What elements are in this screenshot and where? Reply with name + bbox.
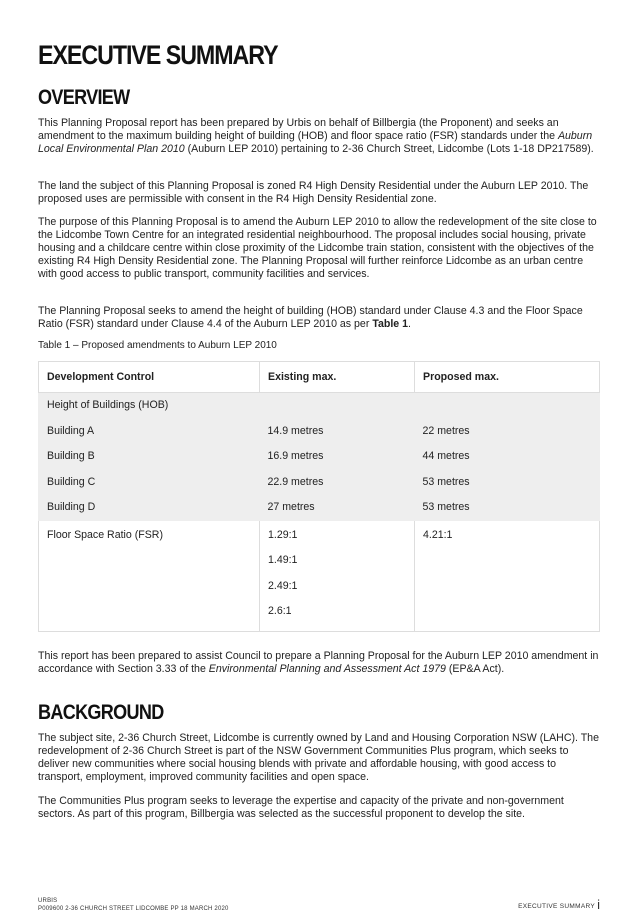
control-cell: Building A (39, 419, 260, 445)
proposed-cell: 22 metres (415, 419, 600, 445)
table-row (39, 444, 600, 470)
background-paragraph-1: The subject site, 2-36 Church Street, Lidcombe is currently owned by Land and Housing Corporation NSW (LAHC). The redevelopment of 2-36 Church Street is part of the NSW Government Communities Plus program, which seeks to deliver new communities where social housing blends with private and affordable housing, with good access to transport, employment, improved community facilities and open space. (38, 732, 599, 783)
proposed-cell: 44 metres (415, 444, 600, 470)
footer-reference (38, 898, 229, 913)
control-cell: Building D (39, 495, 260, 521)
footer-org: URBIS (38, 898, 58, 904)
table-row (39, 393, 600, 419)
amendments-table (38, 361, 600, 632)
table-row (39, 419, 600, 445)
existing-cell: 14.9 metres (260, 419, 415, 445)
overview-paragraph-4: The Planning Proposal seeks to amend the height of building (HOB) standard under Clause 4.3 and the Floor Space Ratio (FSR) standard under Clause 4.4 of the Auburn LEP 2010 as per Table 1. (38, 305, 583, 330)
overview-heading: OVERVIEW (38, 86, 130, 109)
control-cell: Building B (39, 444, 260, 470)
fsr-label: Floor Space Ratio (FSR) (47, 528, 163, 541)
background-heading: BACKGROUND (38, 701, 164, 724)
table-row (39, 521, 600, 632)
fsr-existing-value: 2.49:1 (268, 579, 298, 592)
hob-section (39, 393, 600, 521)
existing-cell: 27 metres (260, 495, 415, 521)
header-existing-max: Existing max. (260, 362, 415, 393)
page-title: EXECUTIVE SUMMARY (38, 40, 278, 70)
table-row (39, 470, 600, 496)
fsr-section (39, 521, 600, 632)
table-caption: Table 1 – Proposed amendments to Auburn LEP 2010 (38, 340, 277, 351)
control-cell: Building C (39, 470, 260, 496)
proposed-cell: 53 metres (415, 470, 600, 496)
header-proposed-max: Proposed max. (415, 362, 600, 393)
footer-page-number: i (597, 897, 600, 912)
existing-cell: 16.9 metres (260, 444, 415, 470)
footer-section-name: EXECUTIVE SUMMARY (518, 903, 595, 910)
fsr-proposed-value: 4.21:1 (423, 528, 453, 541)
fsr-existing-value: 1.29:1 (268, 528, 298, 541)
hob-label: Height of Buildings (HOB) (39, 393, 260, 419)
proposed-cell: 53 metres (415, 495, 600, 521)
fsr-existing-value: 1.49:1 (268, 554, 298, 566)
table-header-row (39, 362, 600, 393)
fsr-existing-value: 2.6:1 (268, 605, 292, 617)
footer-doc-ref: P009600 2-36 CHURCH STREET LIDCOMBE PP 18 MARCH 2020 (38, 905, 229, 912)
overview-paragraph-1: This Planning Proposal report has been prepared by Urbis on behalf of Billbergia (the Proponent) and seeks an amendment to the maximum building height of building (HOB) and floor space ratio (FSR) standards under the Auburn Local Environmental Plan 2010 (Auburn LEP 2010) pertaining to 2-36 Church Street, Lidcombe (Lots 1-18 DP217589). (38, 117, 594, 155)
header-development-control: Development Control (39, 362, 260, 393)
existing-cell: 22.9 metres (260, 470, 415, 496)
overview-paragraph-2: The land the subject of this Planning Proposal is zoned R4 High Density Residential under the Auburn LEP 2010. The proposed uses are permissible with consent in the R4 High Density Residential zone. (38, 180, 589, 205)
overview-paragraph-3: The purpose of this Planning Proposal is to amend the Auburn LEP 2010 to allow the redevelopment of the site close to the Lidcombe Town Centre for an integrated residential neighbourhood. The proposal includes social housing, private housing and a childcare centre within close proximity of the Lidcombe train station, consistent with the objectives of the existing R4 High Density Residential zone. The Planning Proposal will further reinforce Lidcombe as an urban centre with good access to public transport, community facilities and services. (38, 216, 597, 280)
report-paragraph: This report has been prepared to assist Council to prepare a Planning Proposal for the Auburn LEP 2010 amendment in accordance with Section 3.33 of the Environmental Planning and Assessment Act 1979 (EP&A Act). (38, 650, 599, 675)
table-row (39, 495, 600, 521)
background-paragraph-2: The Communities Plus program seeks to leverage the expertise and capacity of the private and non-government sectors. As part of this program, Billbergia was selected as the successful proponent to develop the site. (38, 795, 564, 820)
